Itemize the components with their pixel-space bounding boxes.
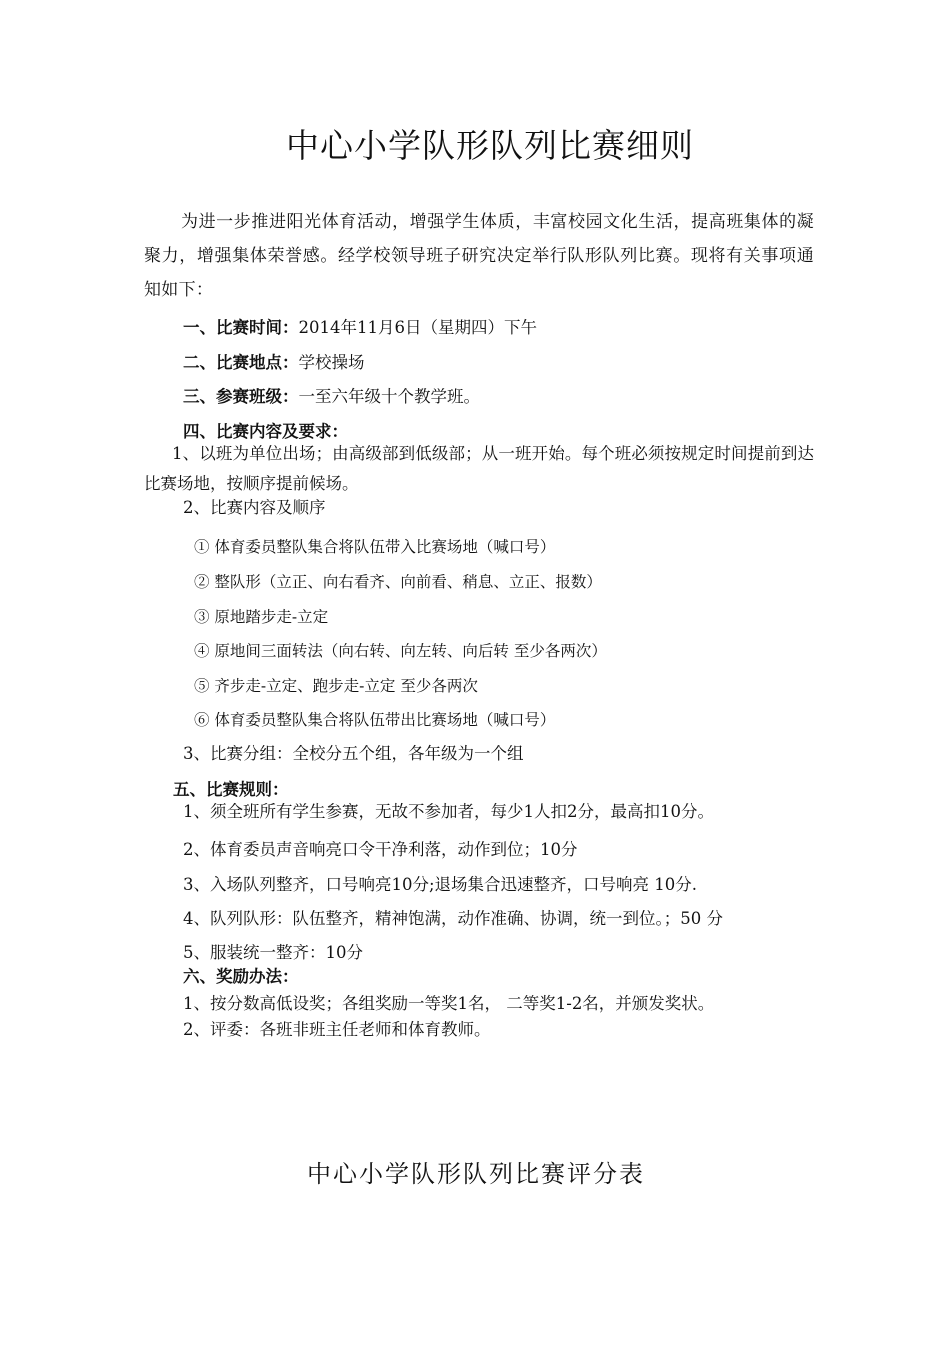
- section-rules-label: 五、比赛规则：: [173, 780, 289, 799]
- content-item-3: 3、比赛分组：全校分五个组，各年级为一个组: [183, 744, 524, 763]
- content-sub-item-4: ④ 原地间三面转法（向右转、向左转、向后转 至少各两次）: [194, 642, 607, 660]
- awards-item-2: 2、评委：各班非班主任老师和体育教师。: [183, 1020, 491, 1039]
- section-rules-heading: [173, 779, 289, 801]
- content-item-1: 1、以班为单位出场；由高级部到低级部；从一班开始。每个班必须按规定时间提前到达比赛场地，按顺序提前候场。: [144, 444, 814, 493]
- rules-item-3: 3、入场队列整齐，口号响亮10分;退场集合迅速整齐，口号响亮 10分.: [183, 875, 698, 894]
- content-sub-item-3: ③ 原地踏步走-立定: [194, 608, 329, 626]
- intro-paragraph: 为进一步推进阳光体育活动，增强学生体质，丰富校园文化生活，提高班集体的凝聚力，增强集体荣誉感。经学校领导班子研究决定举行队形队列比赛。现将有关事项通知如下：: [144, 212, 814, 300]
- section-awards-label: 六、奖励办法：: [183, 967, 299, 986]
- section-awards-heading: [183, 966, 299, 988]
- rules-item-2: 2、体育委员声音响亮口令干净利落，动作到位；10分: [183, 840, 578, 859]
- section-time-label: 一、比赛时间：: [183, 318, 299, 337]
- section-location-value: 学校操场: [298, 353, 365, 372]
- section-location-label: 二、比赛地点：: [183, 353, 299, 372]
- awards-item-1: 1、按分数高低设奖；各组奖励一等奖1名， 二等奖1-2名，并颁发奖状。: [183, 994, 715, 1013]
- section-classes: [183, 386, 480, 408]
- content-sub-item-5: ⑤ 齐步走-立定、跑步走-立定 至少各两次: [194, 677, 478, 695]
- rules-item-4: 4、队列队形：队伍整齐，精神饱满，动作准确、协调，统一到位。；50 分: [183, 909, 723, 928]
- rules-item-1: 1、须全班所有学生参赛，无故不参加者，每少1人扣2分，最高扣10分。: [183, 802, 714, 821]
- document-title: 中心小学队形队列比赛细则: [286, 126, 694, 165]
- content-sub-item-6: ⑥ 体育委员整队集合将队伍带出比赛场地（喊口号）: [194, 711, 556, 729]
- content-sub-item-1: ① 体育委员整队集合将队伍带入比赛场地（喊口号）: [194, 538, 556, 556]
- section-time: [183, 317, 537, 339]
- section-location: [183, 352, 365, 374]
- content-sub-item-2: ② 整队形（立正、向右看齐、向前看、稍息、立正、报数）: [194, 573, 602, 591]
- section-content-label: 四、比赛内容及要求：: [183, 422, 348, 441]
- score-sheet-title: 中心小学队形队列比赛评分表: [307, 1160, 645, 1188]
- content-item-2: 2、比赛内容及顺序: [183, 498, 326, 517]
- section-classes-label: 三、参赛班级：: [183, 387, 299, 406]
- section-classes-value: 一至六年级十个教学班。: [298, 387, 480, 406]
- rules-item-5: 5、服装统一整齐：10分: [183, 943, 363, 962]
- section-time-value: 2014年11月6日（星期四）下午: [298, 318, 537, 337]
